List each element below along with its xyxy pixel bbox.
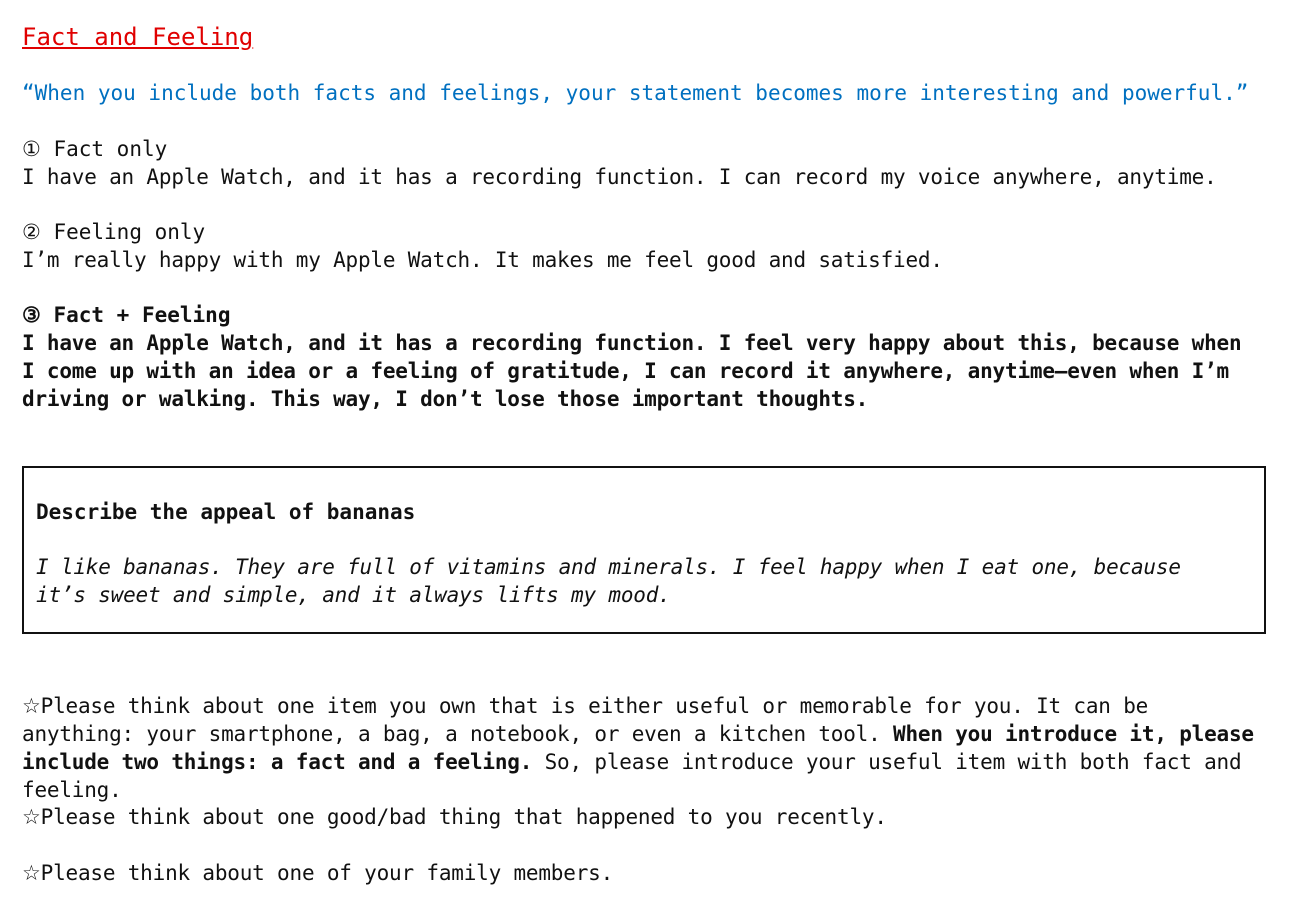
example-fact-plus-feeling (22, 301, 1262, 413)
example-fact-only (22, 135, 1262, 191)
star-icon: ☆ (22, 694, 41, 718)
prompt-recent-event (22, 803, 1262, 831)
prompt-family-member (22, 859, 1262, 887)
prompt-text: Please think about one good/bad thing that happened to you recently. (40, 805, 887, 829)
banana-example-box (22, 466, 1266, 634)
example-text: I have an Apple Watch, and it has a recording function. I can record my voice anywhere, anytime. (22, 165, 1217, 189)
example-text: I’m really happy with my Apple Watch. It makes me feel good and satisfied. (22, 248, 943, 272)
example-heading: ③ Fact + Feeling (22, 303, 231, 327)
box-title: Describe the appeal of bananas (36, 500, 416, 524)
example-heading: ② Feeling only (22, 220, 206, 244)
example-feeling-only (22, 218, 1262, 274)
prompt-text-end: So, please introduce your useful item with both fact and feeling. (22, 750, 1242, 802)
star-icon: ☆ (22, 805, 41, 829)
star-icon: ☆ (22, 861, 41, 885)
prompt-text: Please think about one of your family members. (40, 861, 614, 885)
intro-quote: “When you include both facts and feelings, your statement becomes more interesting and powerful.” (22, 81, 1249, 105)
prompt-text: Please think about one item you own that is either useful or memorable for you. It can be anything: your smartphone, a bag, a notebook, or even a kitchen tool. (22, 694, 1149, 746)
page-title: Fact and Feeling (22, 23, 254, 51)
example-heading: ① Fact only (22, 137, 168, 161)
example-text: I have an Apple Watch, and it has a recording function. I feel very happy about this, because when I come up with an idea or a feeling of gratitude, I can record it anywhere, anytime—even when I’m driving or walking. This way, I don’t lose those important thoughts. (22, 331, 1242, 411)
prompt-emphasis: When you introduce it, please include two things: a fact and a feeling. (22, 722, 1254, 774)
prompt-useful-item (22, 692, 1262, 804)
box-example-text: I like bananas. They are full of vitamins and minerals. I feel happy when I eat one, because it’s sweet and simple, and it always lifts my mood. (36, 555, 1181, 607)
